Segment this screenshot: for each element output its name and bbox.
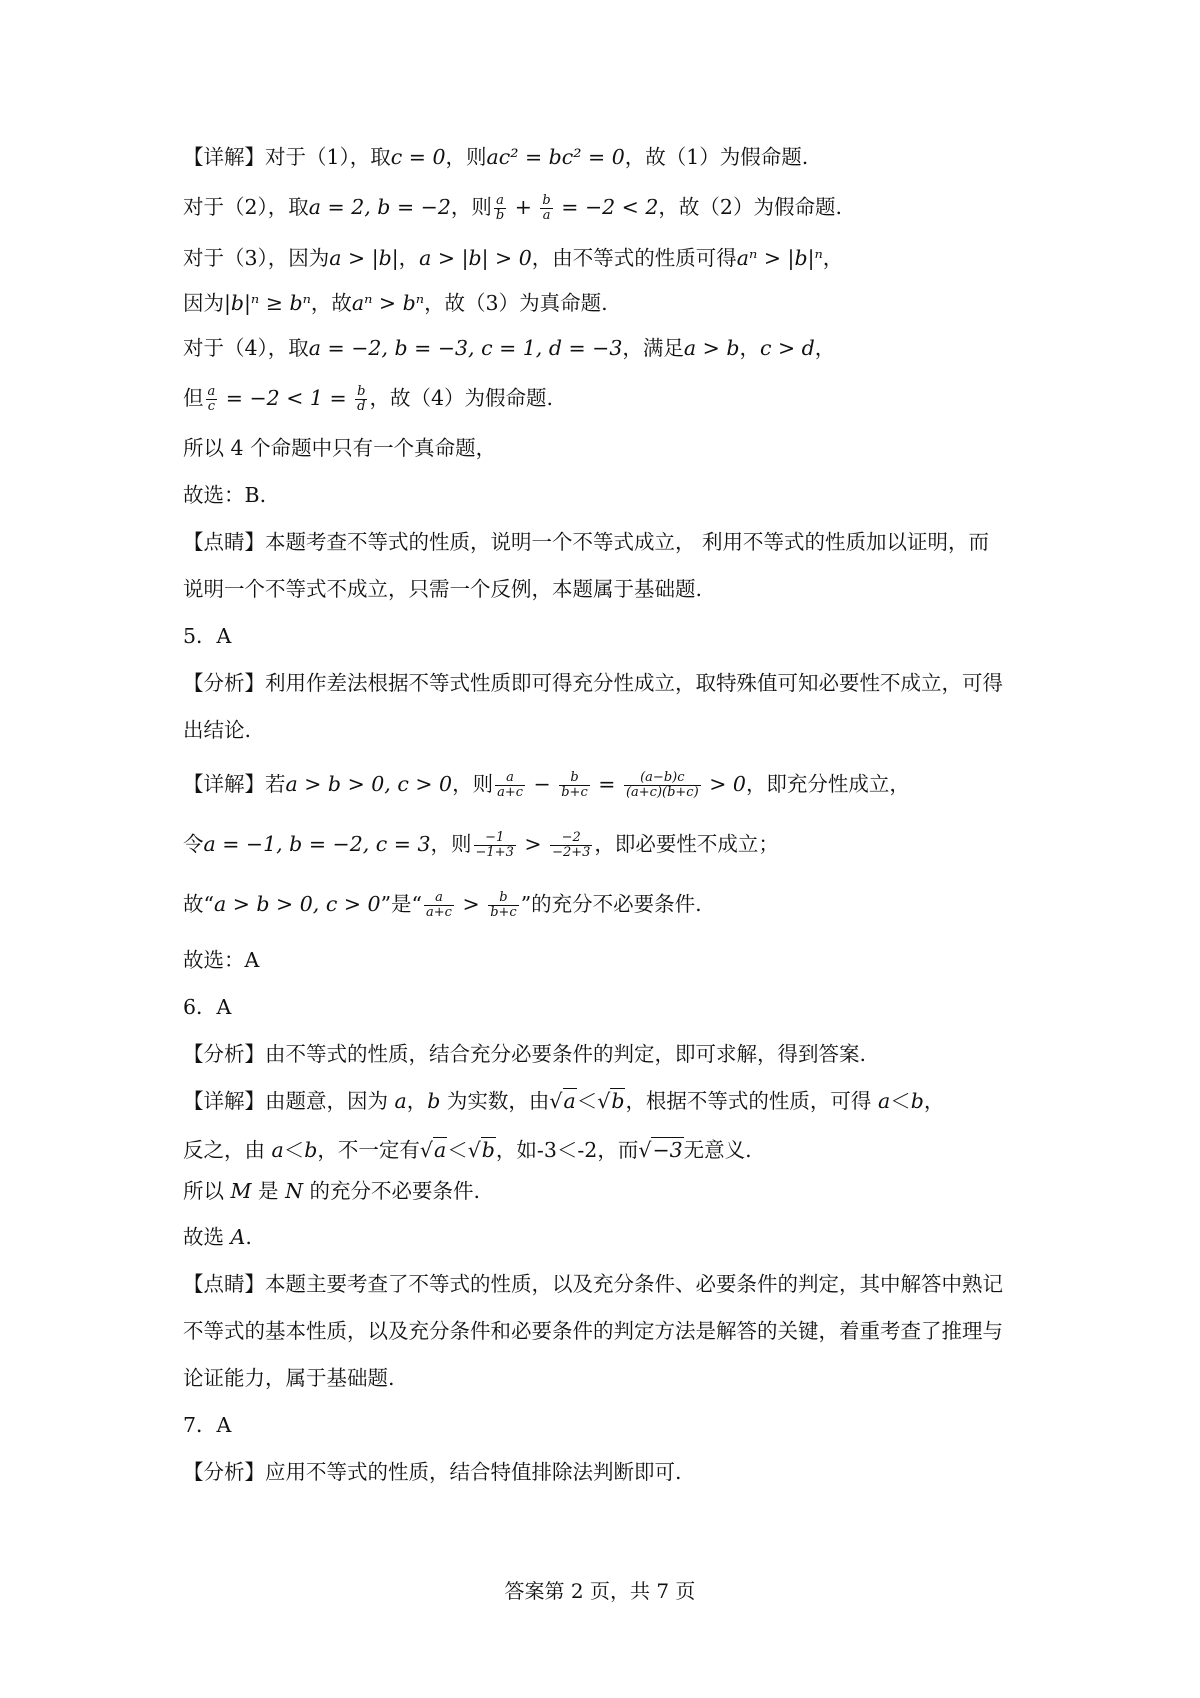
line-23 xyxy=(183,1222,252,1252)
math: c = 0 xyxy=(390,145,446,169)
math: aⁿ > bⁿ xyxy=(351,291,425,315)
fraction xyxy=(495,771,525,800)
line-15 xyxy=(183,829,779,860)
math: a xyxy=(877,1089,891,1113)
text: ，则 xyxy=(450,195,492,219)
numerator: b xyxy=(488,891,519,906)
text: ，故（1）为假命题. xyxy=(624,145,809,169)
text: 的充分不必要条件. xyxy=(303,1179,481,1203)
math: > xyxy=(517,832,549,856)
line-5 xyxy=(183,333,835,363)
text: ，即必要性不成立； xyxy=(594,832,779,856)
text: ，根据不等式的性质，可得 xyxy=(625,1089,878,1113)
math: a > b > 0, c > 0 xyxy=(213,892,381,916)
line-26: 论证能力，属于基础题. xyxy=(183,1366,395,1390)
text: 对于（3），因为 xyxy=(183,246,330,270)
math: A xyxy=(230,1225,246,1249)
line-9: 【点睛】本题考查不等式的性质，说明一个不等式成立， 利用不等式的性质加以证明，而 xyxy=(183,530,990,554)
math: a > b > 0, c > 0 xyxy=(285,772,453,796)
text: ”是“ xyxy=(380,892,423,916)
math: |b|ⁿ ≥ bⁿ xyxy=(224,291,311,315)
numerator: a xyxy=(424,891,454,906)
text: ， xyxy=(822,246,844,270)
radicand: −3 xyxy=(652,1138,683,1162)
numerator: a xyxy=(495,771,525,786)
page-footer: 答案第 2 页，共 7 页 xyxy=(504,1579,696,1603)
line-7: 所以 4 个命题中只有一个真命题， xyxy=(183,436,497,460)
text: 反之，由 xyxy=(183,1138,272,1162)
math: = xyxy=(591,772,622,796)
text: ，则 xyxy=(445,145,487,169)
text: 但 xyxy=(183,386,204,410)
text: 因为 xyxy=(183,291,224,315)
text: ，即充分性成立， xyxy=(745,772,910,796)
numerator: a xyxy=(207,384,216,399)
radicand: a xyxy=(563,1089,576,1113)
radicand: b xyxy=(481,1138,495,1162)
line-25: 不等式的基本性质，以及充分条件和必要条件的判定方法是解答的关键，着重考查了推理与 xyxy=(183,1319,1003,1343)
radicand: b xyxy=(611,1089,625,1113)
text: ，满足 xyxy=(622,336,684,360)
denominator: a+c xyxy=(426,905,452,920)
fraction xyxy=(474,831,516,860)
line-19: 【分析】由不等式的性质，结合充分必要条件的判定，即可求解，得到答案. xyxy=(183,1042,867,1066)
text: 对于（2），取 xyxy=(183,195,309,219)
text: 是 xyxy=(251,1179,286,1203)
denominator: b xyxy=(495,208,505,223)
math: b xyxy=(304,1138,318,1162)
text: 对于（4），取 xyxy=(183,336,309,360)
math: − xyxy=(527,772,558,796)
text: ，故 xyxy=(310,291,352,315)
sqrt: √b xyxy=(597,1089,625,1113)
math: a > |b| xyxy=(329,246,399,270)
text: . xyxy=(245,1225,252,1249)
numerator: (a−b)c xyxy=(624,771,701,786)
fraction xyxy=(624,771,701,800)
fraction xyxy=(424,891,454,920)
line-10: 说明一个不等式不成立，只需一个反例，本题属于基础题. xyxy=(183,577,703,601)
numerator: −2 xyxy=(550,831,592,846)
denominator: −1+3 xyxy=(475,845,514,860)
line-8: 故选：B. xyxy=(183,483,267,507)
math: > 0 xyxy=(702,772,746,796)
math: M xyxy=(230,1179,252,1203)
line-24: 【点睛】本题主要考查了不等式的性质，以及充分条件、必要条件的判定，其中解答中熟记 xyxy=(183,1272,1003,1296)
text: ，如-3＜-2，而 xyxy=(495,1138,639,1162)
denominator: −2+3 xyxy=(552,845,591,860)
math: a > b xyxy=(683,336,740,360)
math: a xyxy=(394,1089,407,1113)
sqrt: √−3 xyxy=(638,1138,683,1162)
text: ，故（4）为假命题. xyxy=(369,386,554,410)
line-28: 【分析】应用不等式的性质，结合特值排除法判断即可. xyxy=(183,1460,682,1484)
text: 无意义. xyxy=(683,1138,752,1162)
line-21 xyxy=(183,1135,752,1165)
text: ”的充分不必要条件. xyxy=(520,892,702,916)
fraction xyxy=(540,194,552,223)
text: 令 xyxy=(183,832,204,856)
denominator: b+c xyxy=(561,785,588,800)
math: = −2 < 1 = xyxy=(219,386,354,410)
text: 为实数，由 xyxy=(440,1089,550,1113)
line-6 xyxy=(183,383,553,414)
math: a = 2, b = −2 xyxy=(308,195,451,219)
text: ， xyxy=(814,336,836,360)
math: a > |b| > 0 xyxy=(419,246,532,270)
denominator: a+c xyxy=(497,785,524,800)
numerator: b xyxy=(542,193,551,208)
sqrt: √a xyxy=(419,1138,447,1162)
math: N xyxy=(285,1179,304,1203)
sqrt: √a xyxy=(549,1089,576,1113)
math: a xyxy=(271,1138,284,1162)
fraction xyxy=(550,831,592,860)
text: ， xyxy=(739,336,760,360)
line-18: 6．A xyxy=(183,995,232,1019)
numerator: a xyxy=(494,194,506,209)
line-4 xyxy=(183,288,608,318)
denominator: (a+c)(b+c) xyxy=(625,785,699,800)
line-14 xyxy=(183,769,910,800)
math: aⁿ > |b|ⁿ xyxy=(736,246,823,270)
line-20 xyxy=(183,1086,944,1116)
text: ，由不等式的性质可得 xyxy=(531,246,737,270)
math: + xyxy=(508,195,539,219)
math: a = −1, b = −2, c = 3 xyxy=(203,832,431,856)
line-22 xyxy=(183,1176,480,1206)
radicand: a xyxy=(433,1138,447,1162)
line-12: 【分析】利用作差法根据不等式性质即可得充分性成立，取特殊值可知必要性不成立，可得 xyxy=(183,671,1003,695)
text: 故“ xyxy=(183,892,214,916)
text: 所以 xyxy=(183,1179,231,1203)
text: ＜ xyxy=(283,1138,305,1162)
numerator: −1 xyxy=(474,831,516,846)
line-17: 故选：A xyxy=(183,948,260,972)
line-27: 7．A xyxy=(183,1413,232,1437)
numerator: b xyxy=(357,384,366,399)
text: ，故（2）为假命题. xyxy=(658,195,842,219)
text: ＜ xyxy=(890,1089,911,1113)
math: b xyxy=(910,1089,924,1113)
text: ，则 xyxy=(452,772,494,796)
fraction xyxy=(488,891,519,920)
sqrt: √b xyxy=(467,1138,495,1162)
text: 【详解】由题意，因为 xyxy=(183,1089,395,1113)
denominator: d xyxy=(357,399,366,414)
math: > xyxy=(455,892,487,916)
text: ， xyxy=(398,246,420,270)
text: ＜ xyxy=(447,1138,468,1162)
math: b xyxy=(427,1089,441,1113)
line-1 xyxy=(183,142,808,172)
fraction xyxy=(559,771,590,800)
denominator: b+c xyxy=(490,905,517,920)
text: ，故（3）为真命题. xyxy=(424,291,608,315)
denominator: c xyxy=(207,399,216,414)
fraction xyxy=(355,385,367,414)
text: ＜ xyxy=(576,1089,598,1113)
math: a = −2, b = −3, c = 1, d = −3 xyxy=(308,336,623,360)
fraction xyxy=(206,385,218,414)
math: c > d xyxy=(759,336,815,360)
text: ， xyxy=(406,1089,428,1113)
line-11: 5．A xyxy=(183,624,232,648)
fraction xyxy=(494,194,506,223)
math: ac² = bc² = 0 xyxy=(486,145,625,169)
text: 【详解】对于（1），取 xyxy=(183,145,391,169)
line-2 xyxy=(183,192,842,223)
line-16 xyxy=(183,889,702,920)
text: ，则 xyxy=(430,832,472,856)
text: 【详解】若 xyxy=(183,772,286,796)
text: ， xyxy=(923,1089,945,1113)
line-3 xyxy=(183,243,843,273)
denominator: a xyxy=(542,208,551,223)
line-13: 出结论. xyxy=(183,718,252,742)
numerator: b xyxy=(559,771,590,786)
text: ，不一定有 xyxy=(317,1138,420,1162)
math: = −2 < 2 xyxy=(554,195,659,219)
text: 故选 xyxy=(183,1225,231,1249)
